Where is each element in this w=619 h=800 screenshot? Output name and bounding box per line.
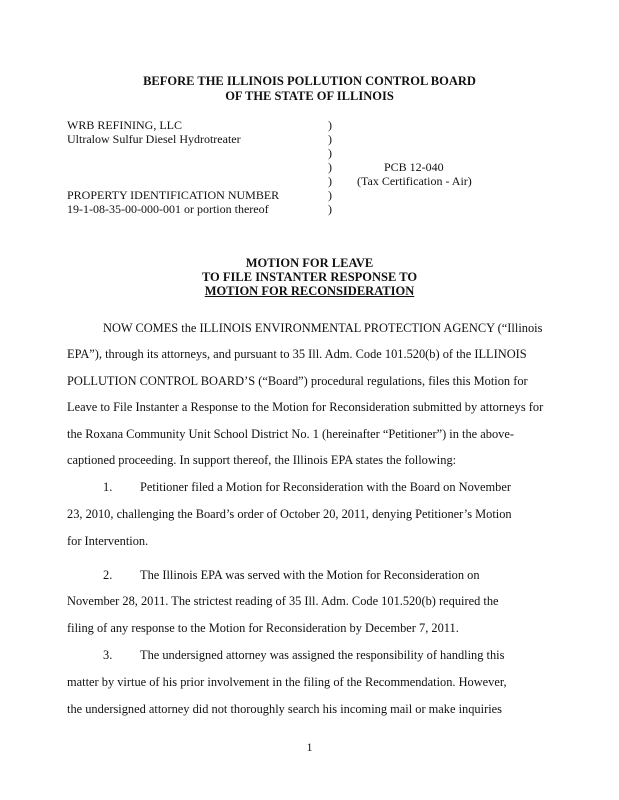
board-heading-line1: BEFORE THE ILLINOIS POLLUTION CONTROL BOARD <box>143 74 476 88</box>
body-line: Petitioner filed a Motion for Reconsideration with the Board on November <box>140 480 511 494</box>
body-line: EPA”), through its attorneys, and pursuant to 35 Ill. Adm. Code 101.520(b) of the ILLINOIS <box>67 347 527 361</box>
caption-paren: ) <box>328 160 332 174</box>
paragraph-number: 1. <box>103 480 113 494</box>
paragraph-number: 3. <box>103 648 113 662</box>
caption-paren: ) <box>328 174 332 188</box>
body-line: for Intervention. <box>67 534 149 548</box>
body-line: 23, 2010, challenging the Board’s order of October 20, 2011, denying Petitioner’s Motion <box>67 507 512 521</box>
body-line: matter by virtue of his prior involvement in the filing of the Recommendation. However, <box>67 675 507 689</box>
caption-paren: ) <box>328 118 332 132</box>
body-line: NOW COMES the ILLINOIS ENVIRONMENTAL PROTECTION AGENCY (“Illinois <box>103 321 543 335</box>
caption-paren: ) <box>328 202 332 216</box>
case-number: PCB 12-040 <box>384 160 444 174</box>
caption-paren: ) <box>328 146 332 160</box>
caption-property-number: 19-1-08-35-00-000-001 or portion thereof <box>67 202 269 216</box>
body-line: POLLUTION CONTROL BOARD’S (“Board”) procedural regulations, files this Motion for <box>67 374 528 388</box>
case-type: (Tax Certification - Air) <box>357 174 472 188</box>
motion-title-line2: TO FILE INSTANTER RESPONSE TO <box>201 270 418 284</box>
body-line: November 28, 2011. The strictest reading of 35 Ill. Adm. Code 101.520(b) required the <box>67 594 499 608</box>
page-number: 1 <box>306 740 313 754</box>
caption-facility: Ultralow Sulfur Diesel Hydrotreater <box>67 132 241 146</box>
board-heading-line2: OF THE STATE OF ILLINOIS <box>225 89 394 103</box>
caption-party-name: WRB REFINING, LLC <box>67 118 182 132</box>
body-line: Leave to File Instanter a Response to the Motion for Reconsideration submitted by attorneys for <box>67 400 544 414</box>
paragraph-number: 2. <box>103 568 113 582</box>
body-line: captioned proceeding. In support thereof, the Illinois EPA states the following: <box>67 453 457 467</box>
body-line: the Roxana Community Unit School District No. 1 (hereinafter “Petitioner”) in the above- <box>67 427 514 441</box>
motion-title-line3: MOTION FOR RECONSIDERATION <box>204 284 415 298</box>
body-line: the undersigned attorney did not thoroughly search his incoming mail or make inquiries <box>67 702 502 716</box>
caption-property-label: PROPERTY IDENTIFICATION NUMBER <box>67 188 280 202</box>
body-line: The Illinois EPA was served with the Motion for Reconsideration on <box>140 568 480 582</box>
caption-paren: ) <box>328 188 332 202</box>
body-line: The undersigned attorney was assigned the responsibility of handling this <box>140 648 505 662</box>
motion-title-line1: MOTION FOR LEAVE <box>245 256 374 270</box>
caption-paren: ) <box>328 132 332 146</box>
body-line: filing of any response to the Motion for Reconsideration by December 7, 2011. <box>67 621 459 635</box>
